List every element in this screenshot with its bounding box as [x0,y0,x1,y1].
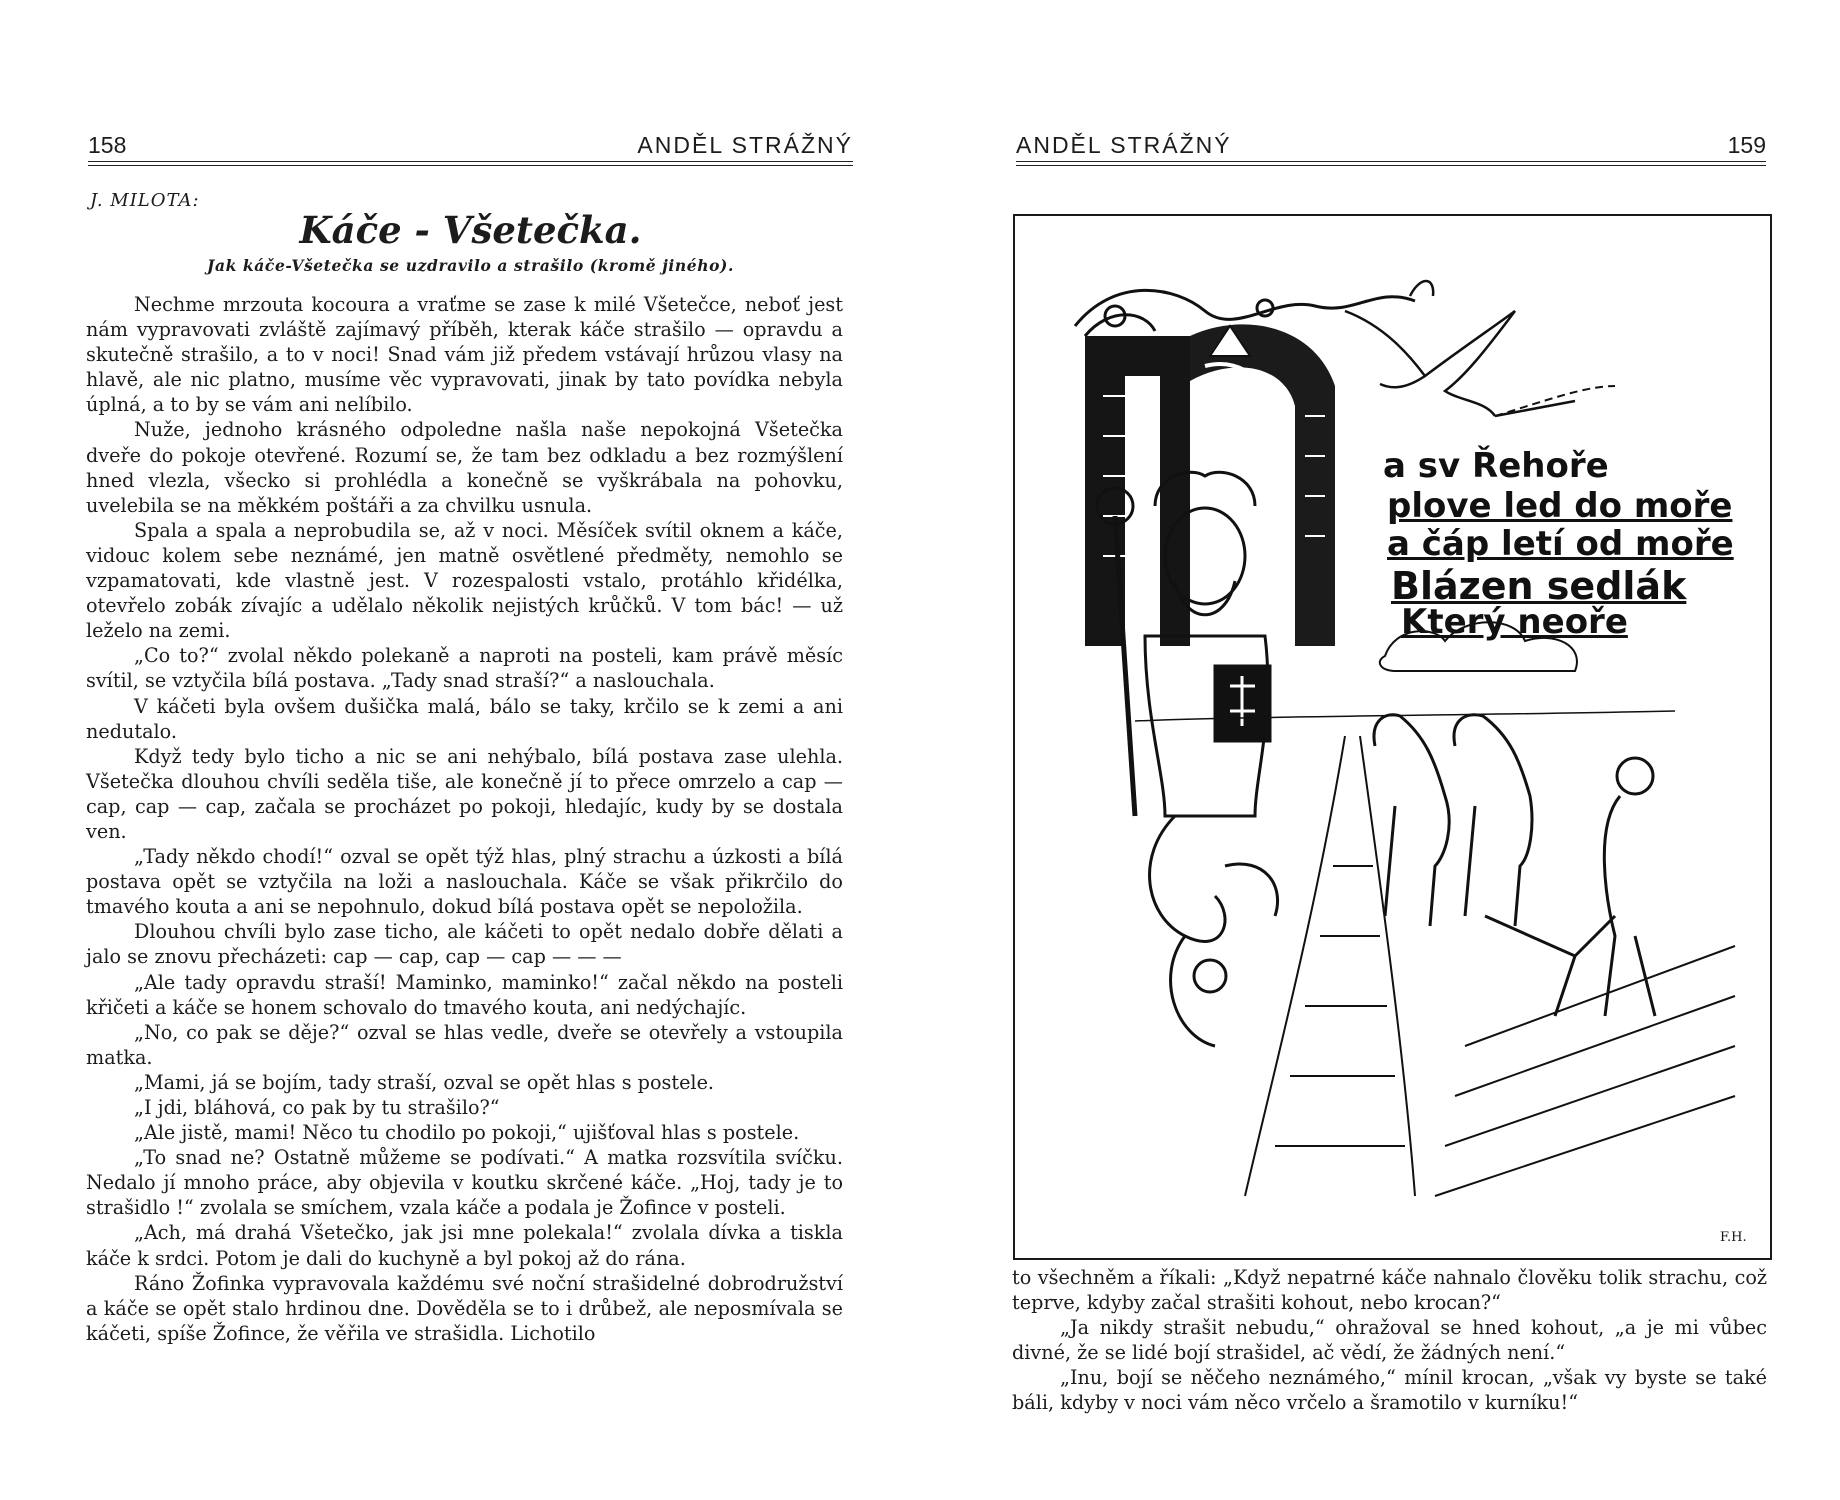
page-number: 159 [1727,132,1766,158]
right-page [920,0,1840,1500]
acanthus-ornament-icon [1150,816,1278,1046]
paragraph: „Mami, já se bojím, tady straší, ozval se opět hlas s postele. [134,1070,715,1094]
page-number: 158 [88,132,127,158]
paragraph: „I jdi, bláhová, co pak by tu strašilo?“ [134,1096,500,1119]
running-header-right [1016,130,1766,164]
verse-line-5: Který neoře [1401,602,1628,642]
article-author: J. MILOTA: [90,190,200,211]
verse-line-2: plove led do moře [1387,486,1733,526]
article-body-continued [1012,1265,1767,1416]
paragraph: „Tady někdo chodí!“ ozval se opět týž hlas, plný strachu a úzkosti a bílá postava opět se vztyčila na loži a naslouchala. Káče se však přikrčilo do tmavého kouta a ani se nepohnulo, dokud bílá postava opět se nepoložila. [86,845,843,919]
paragraph: „Ale jistě, mami! Něco tu chodilo po pokoji,“ ujišťoval hlas s postele. [134,1121,800,1145]
verse-line-4: Blázen sedlák [1391,564,1687,608]
running-title: ANDĚL STRÁŽNÝ [637,132,853,158]
paragraph: „No, co pak se děje?“ ozval se hlas vedle, dveře se otevřely a vstoupila matka. [86,1020,843,1069]
garland-icon [1495,386,1615,416]
running-title: ANDĚL STRÁŽNÝ [1016,132,1232,158]
paragraph: „Ja nikdy strašit nebudu,“ ohražoval se hned kohout, „a je mi vůbec divné, že se lidé bojí strašidel, ač vědí, že žádných není.“ [1012,1316,1767,1365]
artist-signature: F.H. [1720,1230,1747,1245]
running-header-left [88,130,853,164]
header-rule [1016,165,1766,166]
paragraph: V káčeti byla ovšem dušička malá, bálo se taky, krčilo se k zemi a ani nedutalo. [86,694,843,743]
paragraph: Když tedy bylo ticho a nic se ani nehýbalo, bílá postava zase ulehla. Všetečka dlouhou chvíli seděla tiše, ale konečně jí to přece omrzelo a cap — cap, cap — cap, začala se procházet po pokoji, hledajíc, kudy by se dostala ven. [86,744,843,843]
paragraph: „Ach, má drahá Všetečko, jak jsi mne polekala!“ zvolala dívka a tiskla káče k srdci. Potom je dali do kuchyně a byl pokoj až do rána. [86,1221,843,1270]
paragraph: Ráno Žofinka vypravovala každému své noční strašidelné dobrodružství a káče se opět stalo hrdinou dne. Dověděla se to i drůbež, ale neposmívala se káčeti, spíše Žofince, že věřila ve strašidla. Lichotilo [86,1271,843,1345]
paragraph: „Co to?“ zvolal někdo polekaně a naproti na posteli, kam právě měsíc svítil, se vztyčila bílá postava. „Tady snad straší?“ a naslouchala. [86,644,843,693]
article-title: Káče - Všetečka. [299,208,642,252]
illustration-artwork [1015,216,1770,1258]
header-rule [1016,161,1766,162]
header-rule [88,165,853,166]
article-subtitle: Jak káče-Všetečka se uzdravilo a strašilo (kromě jiného). [207,256,734,275]
illustration-frame [1013,214,1772,1260]
verse-line-1: a sv Řehoře [1383,446,1609,486]
paragraph: Nuže, jednoho krásného odpoledne našla naše nepokojná Všetečka dveře do pokoje otevřené. Rozumí se, že tam bez odkladu a bez rozmýšlení hned vlezla, všecko si prohlédla a konečně se vyškrábala na pohovku, uvelebila se na měkkém poštáři a za chvilku usnula. [86,418,843,517]
paragraph: „Ale tady opravdu straší! Maminko, maminko!“ začal někdo na posteli křičeti a káče se honem schovalo do tmavého kouta, ani nedýchajíc. [86,970,843,1019]
horses-and-plowman-icon [1374,715,1655,1016]
verse-line-3: a čáp letí od moře [1387,524,1734,564]
paragraph: Spala a spala a neprobudila se, až v noci. Měsíček svítil oknem a káče, vidouc kolem sebe neznámé, jen matně osvětlené předměty, nemohlo se vzpamatovati, kde vlastně jest. V rozespalosti vstalo, protáhlo křidélka, otevřelo zobák zívajíc a udělalo několik nejistých krůčků. V tom bác! — už leželo na zemi. [86,518,843,643]
paragraph: to všechněm a říkali: „Když nepatrné káče nahnalo člověku tolik strachu, což teprve, kdyby začal strašiti kohout, nebo krocan?“ [1012,1266,1767,1315]
field-road-icon [1245,736,1735,1196]
article-body [86,292,843,1346]
paragraph: „Inu, bojí se něčeho neznámého,“ mínil krocan, „však vy byste se také báli, kdyby v noci vám něco vrčelo a šramotilo v kurníku!“ [1012,1366,1767,1415]
stork-icon [1345,281,1575,416]
paragraph: „To snad ne? Ostatně můžeme se podívati.“ A matka rozsvítila svíčku. Nedalo jí mnoho práce, aby objevila v koutku skrčené káče. „Hoj, tady je to strašidlo !“ zvolala se smíchem, vzala káče a podala je Žofince v posteli. [86,1146,843,1220]
paragraph: Nechme mrzouta kocoura a vraťme se zase k milé Všetečce, neboť jest nám vypravovati zvláště zajímavý příběh, kterak káče strašilo — opravdu a skutečně strašilo, a to v noci! Snad vám již předem vstávají hrůzou vlasy na hlavě, ale nic platno, musíme věc vypravovati, jinak by tato povídka nebyla úplná, a to by se vám ani nelíbilo. [86,293,843,417]
header-rule [88,161,853,162]
paragraph: Dlouhou chvíli bylo zase ticho, ale káčeti to opět nedalo dobře dělati a jalo se znovu přecházeti: cap — cap, cap — cap — — — [86,920,843,969]
